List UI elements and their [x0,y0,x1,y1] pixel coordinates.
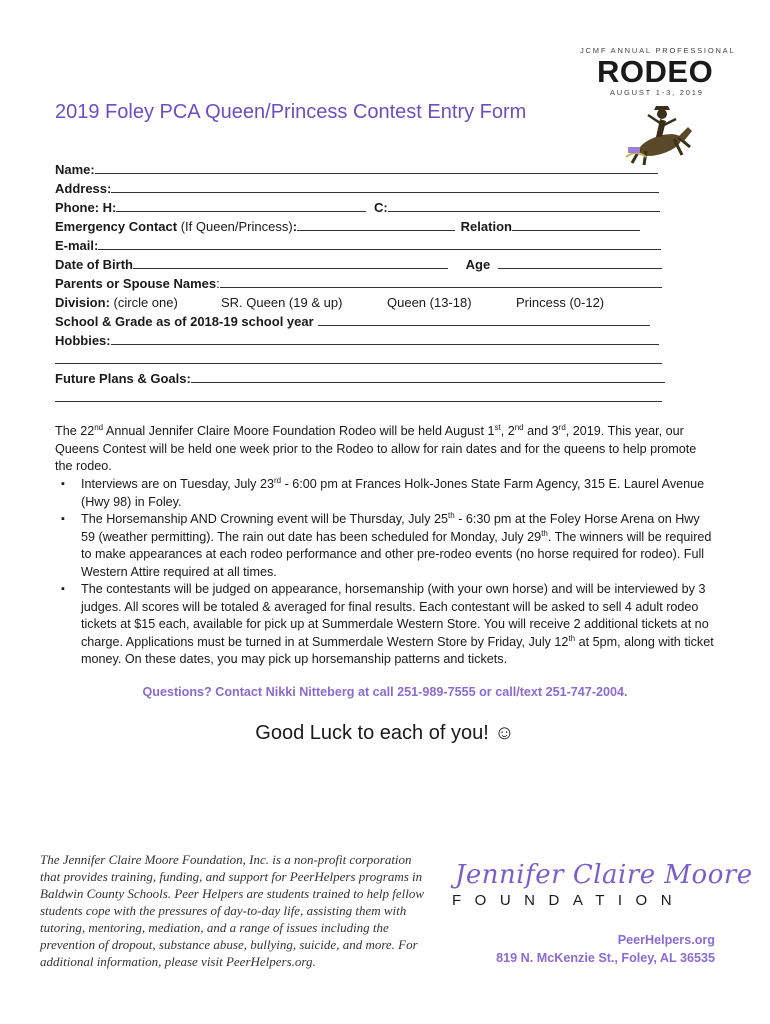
school-label: School & Grade as of 2018-19 school year [55,314,314,329]
division-label: Division: [55,295,110,310]
division-note: (circle one) [109,295,178,310]
relation-field[interactable] [512,217,640,231]
bullet-3-text-b: at 5pm, along with ticket money. On these dates, you may pick up horsemanship patterns and tickets. [81,634,714,666]
phone-cell-field[interactable] [388,198,660,212]
parents-label: Parents or Spouse Names [55,276,217,291]
intro-sup-1: nd [94,422,104,432]
address-row [55,179,665,198]
age-label: Age [465,257,491,272]
emergency-colon: : [292,219,298,234]
address-field[interactable] [111,179,659,193]
hobbies-label: Hobbies: [55,333,111,348]
parents-row [55,274,665,293]
intro-text-4: and 3 [523,424,559,438]
future-row [55,369,665,388]
rodeo-logo-date: AUGUST 1-3, 2019 [610,88,704,97]
phone-row [55,198,665,217]
bullet-3-sup: th [568,633,576,643]
hobbies-field[interactable] [111,331,659,345]
bullet-1-sup: rd [273,475,282,485]
foundation-description: The Jennifer Claire Moore Foundation, Inc. is a non-profit corporation that provides training, funding, and support for PeerHelpers programs in Baldwin County Schools. Peer Helpers are students trained to help fellow students cope with the pressures of day-to-day life, assisting them with tutoring, mentoring, mediation, and a range of issues including the prevention of dropout, substance abuse, bullying, suicide, and more. For additional information, please visit PeerHelpers.org. [40,852,425,969]
future-label: Future Plans & Goals: [55,371,191,386]
intro-sup-4: rd [558,422,566,432]
hobbies-row [55,331,665,350]
bullet-1-text-a: Interviews are on Tuesday, July 23 [81,477,274,491]
foundation-logo-name: Jennifer Claire Moore [455,860,753,890]
school-field[interactable] [318,312,650,326]
phone-home-field[interactable] [116,198,366,212]
intro-text-2: Annual Jennifer Claire Moore Foundation Rodeo will be held August 1 [103,424,495,438]
emergency-label: Emergency Contact [55,219,178,234]
relation-label: Relation [460,219,512,234]
bullet-2-sup-2: th [541,528,548,538]
rodeo-logo-tagline: JCMF ANNUAL PROFESSIONAL [580,46,736,55]
phone-cell-label: C: [374,200,388,215]
foundation-logo-sub: FOUNDATION [452,892,686,909]
address-label: Address: [55,181,112,196]
good-luck-message: Good Luck to each of you! ☺ [255,722,515,744]
rodeo-logo-title: RODEO [597,54,714,89]
future-row-2 [55,388,665,407]
emergency-field[interactable] [297,217,455,231]
phone-home-label: Phone: H: [55,200,117,215]
intro-paragraph [55,423,715,476]
dob-row [55,255,665,274]
bullet-2-text-a: The Horsemanship AND Crowning event will be Thursday, July 25 [81,512,449,526]
bullet-2-text-c: . The winners will be required to make appearances at each rodeo performance and other pre-rodeo events (no horse required for rodeo). Full Western Attire required at all times. [81,529,712,579]
name-label: Name: [55,162,95,177]
bronc-rider-icon [620,97,700,167]
school-row [55,312,665,331]
email-label: E-mail: [55,238,99,253]
hobbies-row-2 [55,350,665,369]
email-row [55,236,665,255]
parents-field[interactable] [220,274,662,288]
bullet-2-text-b: - 6:30 pm at the Foley Horse Arena on Hwy 59 (weather permitting). The rain out date has been scheduled for Monday, July 29 [81,512,700,544]
division-option-princess[interactable]: Princess (0-12) [516,295,605,310]
bullet-3-text-a: The contestants will be judged on appearance, horsemanship (with your own horse) and will be interviewed by 3 judges. All scores will be totaled & averaged for final results. Each contestant will be asked to sell 4 adult rodeo tickets at $15 each, available for pick up at Summerdale Western Store. You will receive 2 additional tickets at no charge. Applications must be turned in at Summerdale Western Store by Friday, July 12 [81,582,709,649]
division-row [55,293,665,312]
division-option-sr-queen[interactable]: SR. Queen (19 & up) [221,295,343,310]
intro-sup-2: st [494,422,501,432]
name-row [55,160,665,179]
contact-questions: Questions? Contact Nikki Nitteberg at call 251-989-7555 or call/text 251-747-2004. [142,685,628,699]
website-link[interactable]: PeerHelpers.org [617,933,715,947]
foundation-address: 819 N. McKenzie St., Foley, AL 36535 [496,951,715,965]
list-item-judging [81,581,715,669]
intro-text-3: , 2 [500,424,515,438]
intro-text-5: , 2019. This year, our Queens Contest will be held one week prior to the Rodeo to allow for rain dates and for the queens to help promote the rodeo. [55,424,697,473]
intro-text-1: The 22 [55,424,95,438]
hobbies-field-2[interactable] [55,350,662,364]
form-title: 2019 Foley PCA Queen/Princess Contest Entry Form [55,101,527,123]
bullet-2-sup: th [448,510,455,520]
dob-field[interactable] [133,255,448,269]
age-field[interactable] [498,255,662,269]
name-field[interactable] [95,160,658,174]
intro-sup-3: nd [514,422,524,432]
list-item-horsemanship [81,511,715,581]
emergency-row [55,217,665,236]
parents-colon: : [216,276,220,291]
details-list [55,476,715,669]
division-option-queen[interactable]: Queen (13-18) [387,295,472,310]
list-item-interviews [81,476,715,511]
bullet-1-text-b: - 6:00 pm at Frances Holk-Jones State Farm Agency, 315 E. Laurel Avenue (Hwy 98) in Foley. [81,477,705,509]
dob-label: Date of Birth [55,257,133,272]
future-field-2[interactable] [55,388,662,402]
emergency-note: (If Queen/Princess) [177,219,293,234]
email-field[interactable] [98,236,661,250]
future-field[interactable] [191,369,665,383]
